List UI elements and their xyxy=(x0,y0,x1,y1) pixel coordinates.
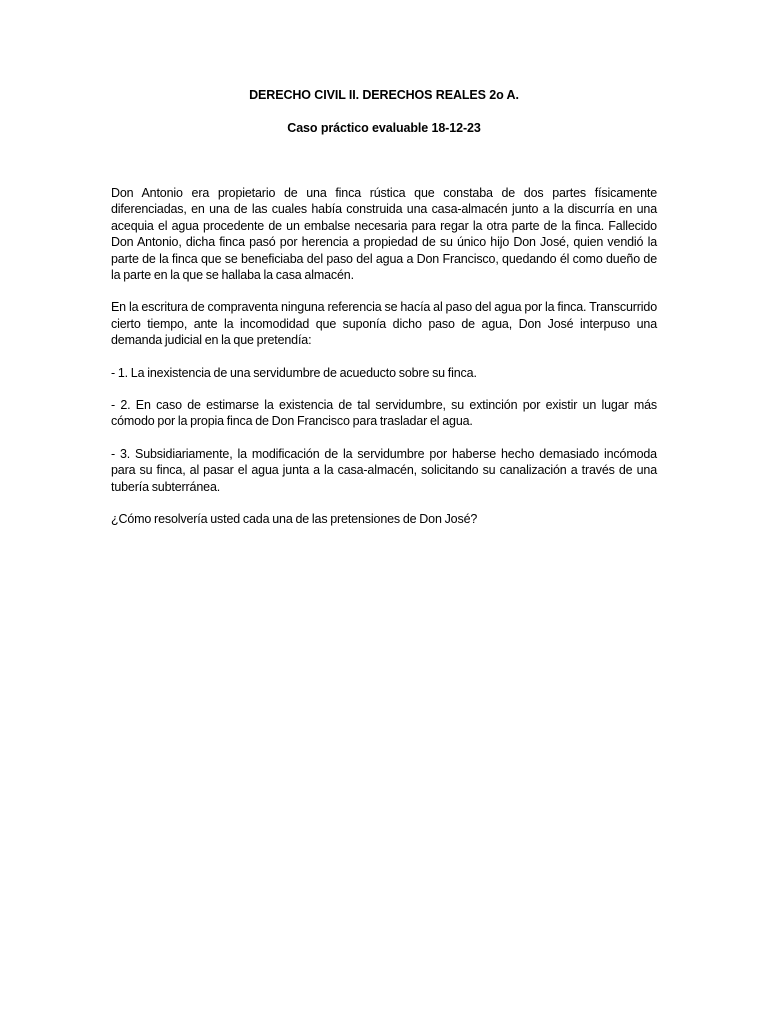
document-title: DERECHO CIVIL II. DERECHOS REALES 2o A. xyxy=(249,88,519,102)
paragraph-lawsuit: En la escritura de compraventa ninguna referencia se hacía al paso del agua por la finca. Transcurrido cierto tiempo, ante la incomodidad que suponía dicho paso de agua, Don José interpuso una demanda judicial en la que pretendía: xyxy=(111,300,657,348)
document-body xyxy=(111,185,657,544)
document-subtitle: Caso práctico evaluable 18-12-23 xyxy=(287,121,481,135)
claim-item-1: - 1. La inexistencia de una servidumbre de acueducto sobre su finca. xyxy=(111,365,477,380)
paragraph-facts: Don Antonio era propietario de una finca rústica que constaba de dos partes físicamente diferenciadas, en una de las cuales había construida una casa-almacén junto a la discurría en una acequia el agua procedente de un embalse necesaria para regar la otra parte de la finca. Fallecido Don Antonio, dicha finca pasó por herencia a propiedad de su único hijo Don José, quien vendió la parte de la finca que se beneficiaba del paso del agua a Don Francisco, quedando él como dueño de la parte en la que se hallaba la casa almacén. xyxy=(111,186,657,283)
claim-item-3: - 3. Subsidiariamente, la modificación de la servidumbre por haberse hecho demasiado incómoda para su finca, al pasar el agua junta a la casa-almacén, solicitando su canalización a través de una tubería subterránea. xyxy=(111,446,657,494)
question-paragraph: ¿Cómo resolvería usted cada una de las pretensiones de Don José? xyxy=(111,512,478,527)
claim-item-2: - 2. En caso de estimarse la existencia de tal servidumbre, su extinción por existir un lugar más cómodo por la propia finca de Don Francisco para trasladar el agua. xyxy=(111,398,657,429)
